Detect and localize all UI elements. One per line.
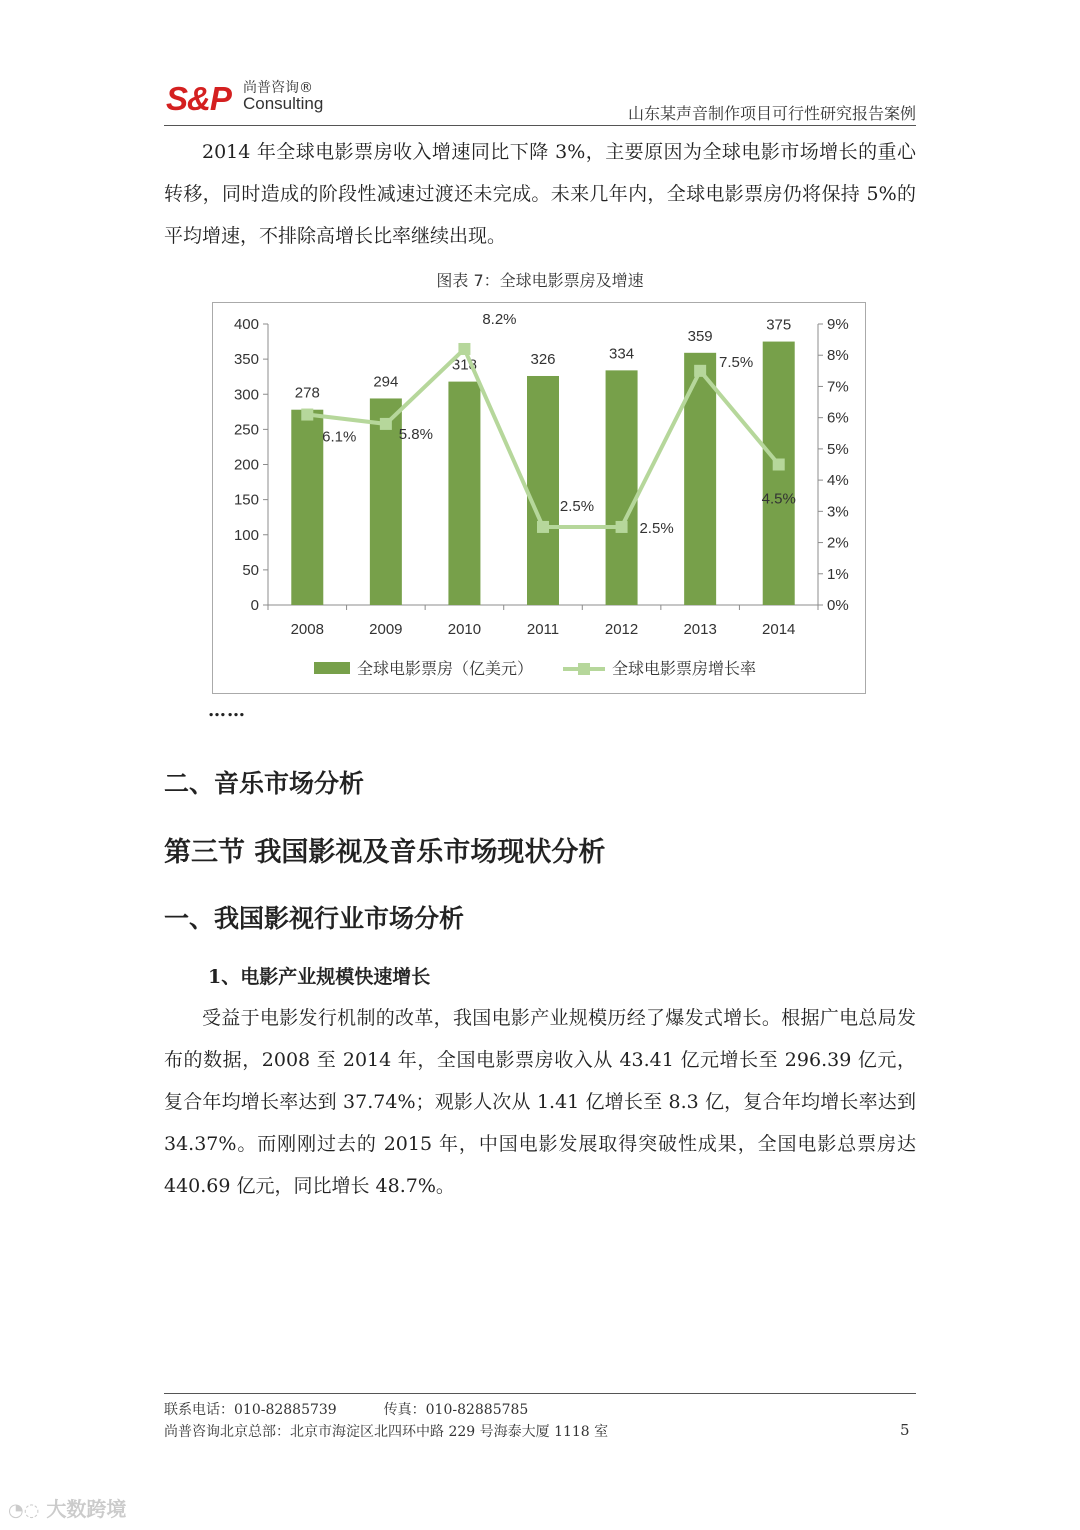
growth-value-label: 6.1% [322, 428, 357, 446]
y-tick-label-right: 9% [827, 316, 849, 333]
subsection-heading: 1、电影产业规模快速增长 [208, 966, 431, 988]
footer-fax: 传真：010-82885785 [383, 1402, 529, 1418]
legend-bar-label: 全球电影票房（亿美元） [357, 661, 534, 678]
ellipsis: …… [208, 700, 246, 721]
y-tick-label-left: 150 [233, 491, 259, 509]
y-tick-label-right: 1% [827, 565, 849, 583]
x-tick-label: 2014 [762, 621, 796, 638]
watermark-icon: ◔◌ [8, 1500, 40, 1521]
footer-divider [164, 1393, 916, 1394]
bar-value-label: 334 [609, 345, 635, 363]
watermark [8, 1493, 126, 1522]
y-tick-label-right: 6% [827, 409, 849, 427]
y-tick-label-right: 4% [827, 472, 849, 490]
bar-value-label: 278 [294, 384, 320, 402]
bar-value-label: 294 [373, 373, 399, 391]
x-tick-label: 2011 [526, 621, 560, 638]
growth-point-2009 [380, 418, 392, 430]
body-paragraph [164, 997, 916, 1207]
y-tick-label-left: 50 [242, 561, 259, 579]
bar-value-label: 359 [687, 327, 713, 345]
section-heading-music: 二、音乐市场分析 [164, 769, 365, 798]
header-divider [164, 125, 916, 126]
growth-point-2014 [773, 459, 785, 471]
bar-2012 [606, 370, 638, 605]
watermark-text: 大数跨境 [46, 1497, 127, 1521]
page-number: 5 [900, 1421, 910, 1439]
y-tick-label-left: 300 [233, 386, 259, 404]
chapter-heading: 第三节 我国影视及音乐市场现状分析 [164, 837, 606, 868]
x-tick-label: 2013 [683, 621, 717, 638]
growth-point-2012 [616, 521, 628, 533]
chart-frame [212, 302, 866, 694]
bar-value-label: 318 [451, 356, 477, 374]
y-tick-label-right: 5% [827, 440, 849, 458]
growth-value-label: 7.5% [719, 353, 754, 371]
bar-2014 [763, 342, 795, 605]
growth-point-2010 [458, 343, 470, 355]
bar-2011 [527, 376, 559, 605]
growth-value-label: 4.5% [761, 490, 796, 508]
box-office-chart [213, 303, 864, 692]
y-tick-label-left: 250 [233, 421, 259, 439]
section-heading-film: 一、我国影视行业市场分析 [164, 904, 465, 933]
bar-value-label: 326 [530, 350, 556, 368]
growth-value-label: 2.5% [639, 519, 674, 537]
intro-paragraph-text: 2014 年全球电影票房收入增速同比下降 3%，主要原因为全球电影市场增长的重心转移，同时造成的阶段性减速过渡还未完成。未来几年内，全球电影票房仍将保持 5%的平均增速，不排除高增长比率继续出现。 [164, 141, 916, 247]
y-tick-label-right: 8% [827, 347, 849, 365]
company-logo: S&P [166, 80, 231, 117]
y-tick-label-left: 200 [233, 456, 259, 474]
footer-phone: 联系电话：010-82885739 [164, 1402, 337, 1418]
growth-point-2013 [694, 365, 706, 377]
y-tick-label-right: 0% [827, 597, 849, 614]
figure-caption: 图表 7：全球电影票房及增速 [436, 271, 644, 290]
legend-line-marker [578, 663, 590, 675]
y-tick-label-left: 100 [233, 526, 259, 544]
growth-value-label: 2.5% [559, 497, 595, 515]
growth-point-2011 [537, 521, 549, 533]
y-tick-label-left: 0 [250, 597, 259, 614]
footer-contact [164, 1399, 528, 1419]
x-tick-label: 2008 [290, 621, 324, 638]
x-tick-label: 2009 [369, 621, 403, 638]
y-tick-label-right: 7% [827, 378, 849, 396]
growth-value-label: 8.2% [482, 310, 517, 328]
company-logo-cn: 尚普咨询® [243, 80, 313, 96]
footer-address: 尚普咨询北京总部：北京市海淀区北四环中路 229 号海泰大厦 1118 室 [164, 1424, 609, 1440]
y-tick-label-left: 350 [233, 351, 259, 369]
bar-2010 [448, 382, 480, 605]
bar-2008 [291, 410, 323, 605]
y-tick-label-left: 400 [233, 316, 259, 333]
growth-value-label: 5.8% [398, 425, 433, 443]
growth-point-2008 [301, 409, 313, 421]
x-tick-label: 2012 [604, 621, 639, 638]
company-logo-en: Consulting [243, 94, 324, 113]
legend-line-label: 全球电影票房增长率 [612, 661, 757, 678]
y-tick-label-right: 3% [827, 503, 849, 521]
document-title: 山东某声音制作项目可行性研究报告案例 [627, 104, 916, 123]
legend-bar-swatch [314, 662, 350, 674]
y-tick-label-right: 2% [827, 534, 849, 552]
intro-paragraph [164, 131, 916, 257]
x-tick-label: 2010 [447, 621, 482, 638]
bar-value-label: 375 [766, 316, 792, 334]
body-paragraph-text: 受益于电影发行机制的改革，我国电影产业规模历经了爆发式增长。根据广电总局发布的数据，2008 至 2014 年，全国电影票房收入从 43.41 亿元增长至 296.39 亿元，复合年均增长率达到 37.74%；观影人次从 1.41 亿增长至 8.3 亿，复合年均增长率达到 34.37%。而刚刚过去的 2015 年，中国电影发展取得突破性成果，全国电影总票房达 440.69 亿元，同比增长 48.7%。 [164, 1007, 916, 1197]
